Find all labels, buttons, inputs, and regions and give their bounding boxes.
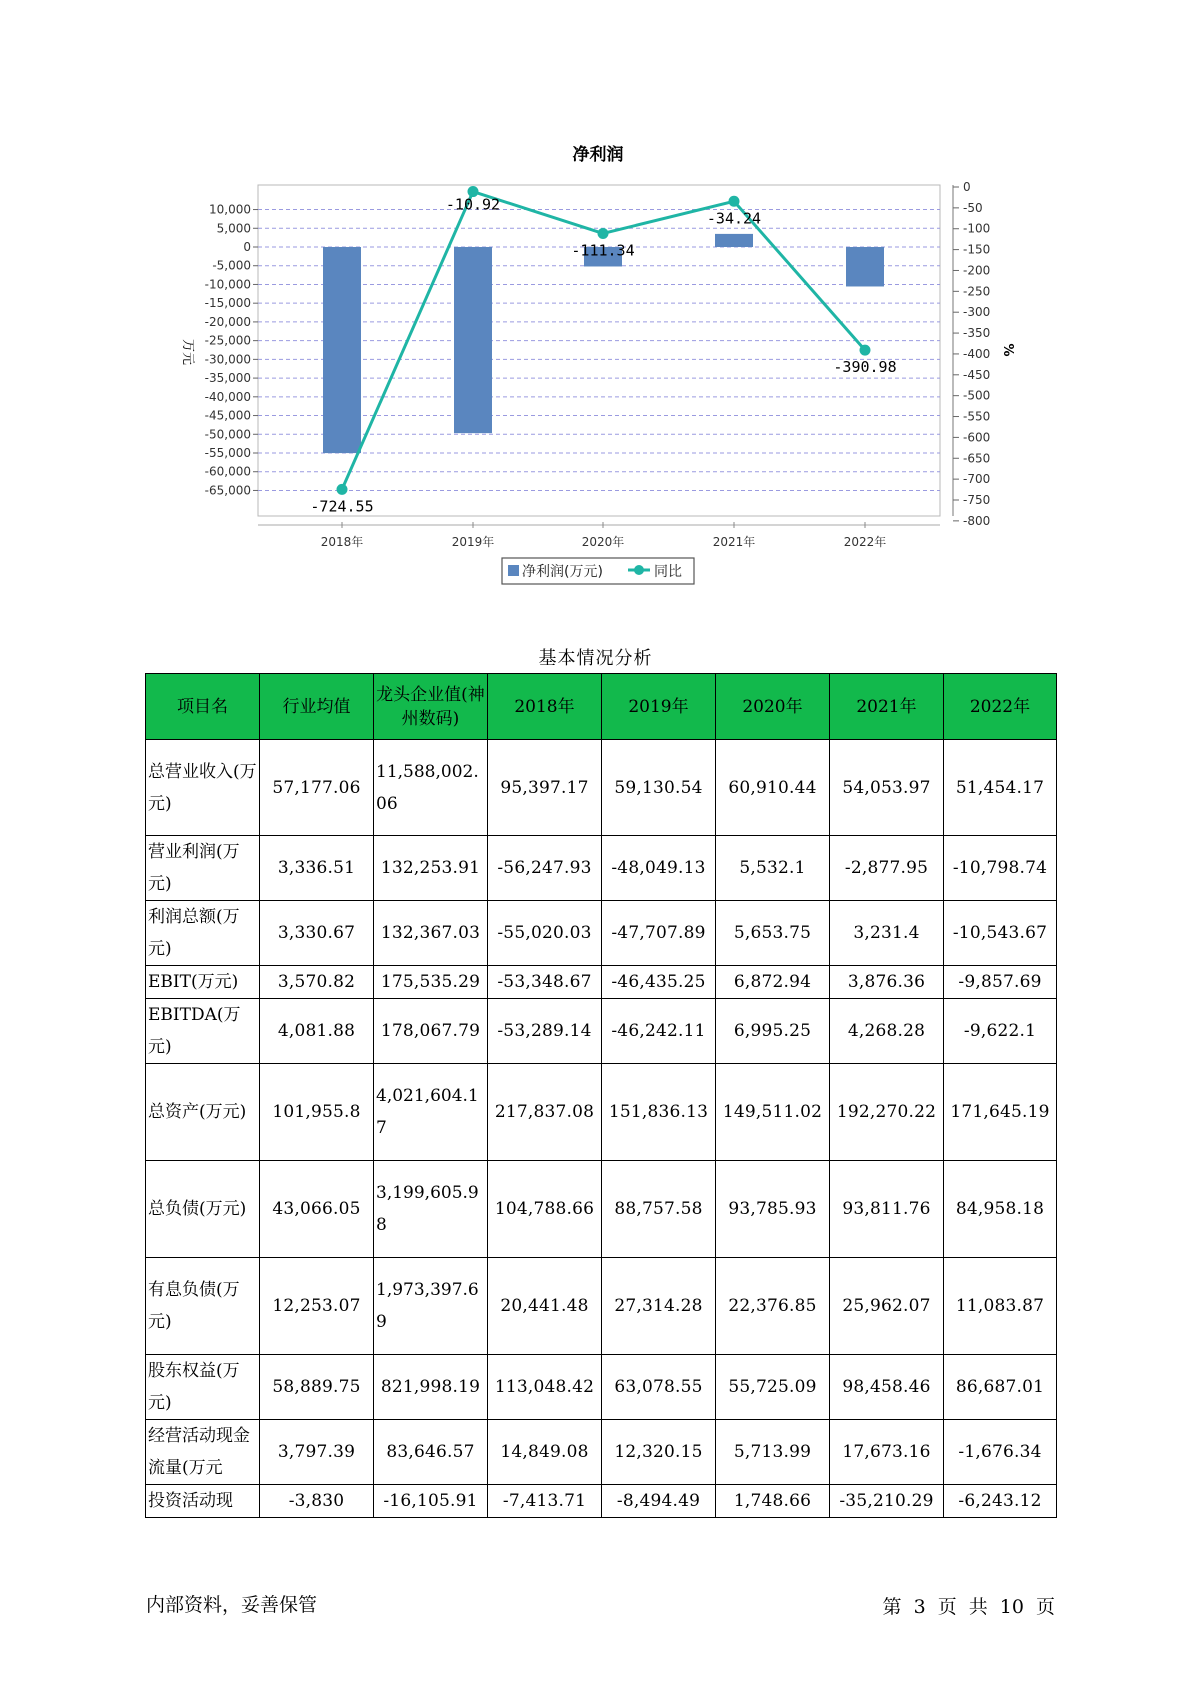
table-row [146,1258,1057,1355]
header-2022: 2022年 [944,674,1057,740]
left-tick-label: -20,000 [204,314,251,329]
x-tick-label: 2020年 [581,535,625,549]
row-label: 股东权益(万元) [146,1355,260,1420]
header-2021: 2021年 [830,674,944,740]
x-axis-labels [258,522,940,549]
row-label: 利润总额(万元) [146,901,260,966]
right-axis [953,180,990,528]
table-row [146,1420,1057,1485]
right-tick-label: -700 [963,472,991,487]
row-value: -6,243.12 [944,1485,1057,1518]
right-tick-label: -250 [963,284,991,299]
row-value: -47,707.89 [602,901,716,966]
row-value: 821,998.19 [374,1355,488,1420]
footer-page-number: 第 3 页 共 10 页 [882,1596,1055,1618]
header-2020: 2020年 [716,674,830,740]
header-2019: 2019年 [602,674,716,740]
row-value: 4,268.28 [830,999,944,1064]
row-value: 217,837.08 [488,1064,602,1161]
header-industry-avg: 行业均值 [260,674,374,740]
left-tick-label: -60,000 [204,464,251,479]
row-value: 22,376.85 [716,1258,830,1355]
row-value: 5,653.75 [716,901,830,966]
table-row [146,1485,1057,1518]
row-value: -10,798.74 [944,836,1057,901]
table-row [146,836,1057,901]
y2-axis-label: % [1000,343,1015,357]
row-value: 25,962.07 [830,1258,944,1355]
left-tick-label: -45,000 [204,408,251,423]
row-value: 93,785.93 [716,1161,830,1258]
row-value: -16,105.91 [374,1485,488,1518]
legend-line-marker [634,565,644,575]
left-tick-label: -65,000 [204,483,251,498]
row-value: -1,676.34 [944,1420,1057,1485]
row-value: 6,995.25 [716,999,830,1064]
chart-title: 净利润 [572,145,624,165]
legend-bar-label: 净利润(万元) [522,564,603,580]
row-value: 11,083.87 [944,1258,1057,1355]
row-value: 27,314.28 [602,1258,716,1355]
table-row [146,966,1057,999]
x-tick-label: 2021年 [712,535,756,549]
row-value: 1,748.66 [716,1485,830,1518]
right-tick-label: -800 [963,513,991,528]
row-value: 3,876.36 [830,966,944,999]
right-tick-label: -300 [963,305,991,320]
right-tick-label: -750 [963,493,991,507]
row-value: 58,889.75 [260,1355,374,1420]
row-value: 113,048.42 [488,1355,602,1420]
row-value: -53,289.14 [488,999,602,1064]
table-row [146,999,1057,1064]
basic-analysis-table [145,673,1057,1518]
row-value: -7,413.71 [488,1485,602,1518]
row-value: 149,511.02 [716,1064,830,1161]
right-tick-label: 0 [963,180,971,194]
row-value: -2,877.95 [830,836,944,901]
header-item-name: 项目名 [146,674,260,740]
row-value: 88,757.58 [602,1161,716,1258]
row-value: 86,687.01 [944,1355,1057,1420]
left-tick-label: 5,000 [216,221,251,236]
right-tick-label: -650 [963,451,991,466]
row-value: 3,231.4 [830,901,944,966]
header-leader-value: 龙头企业值(神州数码) [374,674,488,740]
row-value: 59,130.54 [602,740,716,836]
row-value: 3,199,605.98 [374,1161,488,1258]
row-value: 17,673.16 [830,1420,944,1485]
row-value: -8,494.49 [602,1485,716,1518]
row-value: 55,725.09 [716,1355,830,1420]
right-tick-label: -150 [963,242,991,257]
row-value: 84,958.18 [944,1161,1057,1258]
row-label: 经营活动现金流量(万元 [146,1420,260,1485]
left-tick-label: -15,000 [204,296,251,311]
row-label: 总负债(万元) [146,1161,260,1258]
row-value: 14,849.08 [488,1420,602,1485]
row-value: -46,435.25 [602,966,716,999]
right-tick-label: -400 [963,346,991,361]
row-value: 54,053.97 [830,740,944,836]
row-value: 132,253.91 [374,836,488,901]
yoy-data-label: -10.92 [445,195,501,214]
legend-bar-swatch [508,565,519,576]
yoy-point [598,228,609,239]
right-tick-label: -550 [963,409,991,424]
right-tick-label: -200 [963,263,991,278]
left-axis [205,203,258,498]
right-tick-label: -100 [963,221,991,236]
row-label: 投资活动现 [146,1485,260,1518]
row-value: -48,049.13 [602,836,716,901]
row-value: -53,348.67 [488,966,602,999]
right-tick-label: -600 [963,430,991,445]
yoy-data-label: -34.24 [706,209,762,228]
yoy-data-label: -724.55 [310,497,374,516]
row-value: -56,247.93 [488,836,602,901]
net-profit-bar [846,247,884,286]
legend-line-label: 同比 [654,564,682,580]
left-tick-label: -5,000 [212,258,251,273]
left-tick-label: 10,000 [209,202,251,217]
row-value: -9,622.1 [944,999,1057,1064]
row-value: 51,454.17 [944,740,1057,836]
row-value: 175,535.29 [374,966,488,999]
table-row [146,901,1057,966]
row-value: 104,788.66 [488,1161,602,1258]
net-profit-bar [454,247,492,433]
row-value: 151,836.13 [602,1064,716,1161]
row-label: 有息负债(万元) [146,1258,260,1355]
left-tick-label: -10,000 [204,277,251,292]
x-tick-label: 2022年 [843,535,887,549]
row-value: 95,397.17 [488,740,602,836]
row-value: 5,532.1 [716,836,830,901]
row-value: 3,336.51 [260,836,374,901]
x-tick-label: 2019年 [451,535,495,549]
row-value: 3,570.82 [260,966,374,999]
row-value: 11,588,002.06 [374,740,488,836]
row-value: 3,330.67 [260,901,374,966]
row-value: 6,872.94 [716,966,830,999]
yoy-point [860,345,871,356]
table-row [146,740,1057,836]
row-value: -46,242.11 [602,999,716,1064]
row-value: 12,320.15 [602,1420,716,1485]
table-header-row [146,674,1057,740]
row-value: 4,021,604.17 [374,1064,488,1161]
row-value: 5,713.99 [716,1420,830,1485]
left-tick-label: -55,000 [204,446,251,460]
right-tick-label: -50 [963,200,983,215]
row-value: 192,270.22 [830,1064,944,1161]
table-row [146,1355,1057,1420]
left-tick-label: -40,000 [204,389,251,404]
row-value: 98,458.46 [830,1355,944,1420]
row-value: -10,543.67 [944,901,1057,966]
net-profit-chart [0,0,1191,600]
row-value: 63,078.55 [602,1355,716,1420]
row-label: EBITDA(万元) [146,999,260,1064]
row-value: -9,857.69 [944,966,1057,999]
row-value: 60,910.44 [716,740,830,836]
net-profit-bar [323,247,361,453]
x-tick-label: 2018年 [320,535,364,549]
right-tick-label: -350 [963,326,991,341]
left-tick-label: -30,000 [204,352,251,367]
row-value: 3,797.39 [260,1420,374,1485]
chart-legend [502,558,694,584]
row-value: 178,067.79 [374,999,488,1064]
yoy-data-label: -390.98 [833,358,897,377]
yoy-data-label: -111.34 [571,241,635,260]
row-value: 57,177.06 [260,740,374,836]
row-label: 总营业收入(万元) [146,740,260,836]
yoy-point [729,196,740,207]
table-row [146,1064,1057,1161]
row-value: 132,367.03 [374,901,488,966]
row-value: 20,441.48 [488,1258,602,1355]
header-2018: 2018年 [488,674,602,740]
left-tick-label: -50,000 [204,427,251,442]
table-title: 基本情况分析 [538,648,653,669]
net-profit-bar [715,234,753,247]
left-tick-label: -25,000 [204,333,251,348]
row-value: 43,066.05 [260,1161,374,1258]
row-value: 1,973,397.69 [374,1258,488,1355]
row-label: EBIT(万元) [146,966,260,999]
row-value: 12,253.07 [260,1258,374,1355]
row-value: -35,210.29 [830,1485,944,1518]
row-value: 171,645.19 [944,1064,1057,1161]
row-value: 4,081.88 [260,999,374,1064]
table-row [146,1161,1057,1258]
footer-confidential: 内部资料，妥善保管 [146,1594,318,1616]
left-tick-label: 0 [243,240,251,254]
right-tick-label: -450 [963,367,991,382]
row-value: 101,955.8 [260,1064,374,1161]
right-tick-label: -500 [963,388,991,403]
row-value: -3,830 [260,1485,374,1518]
y-axis-label: 万元 [180,338,195,366]
row-value: 93,811.76 [830,1161,944,1258]
yoy-point [337,484,348,495]
table-body [146,740,1057,1518]
row-label: 总资产(万元) [146,1064,260,1161]
left-tick-label: -35,000 [204,371,251,386]
row-label: 营业利润(万元) [146,836,260,901]
row-value: 83,646.57 [374,1420,488,1485]
row-value: -55,020.03 [488,901,602,966]
